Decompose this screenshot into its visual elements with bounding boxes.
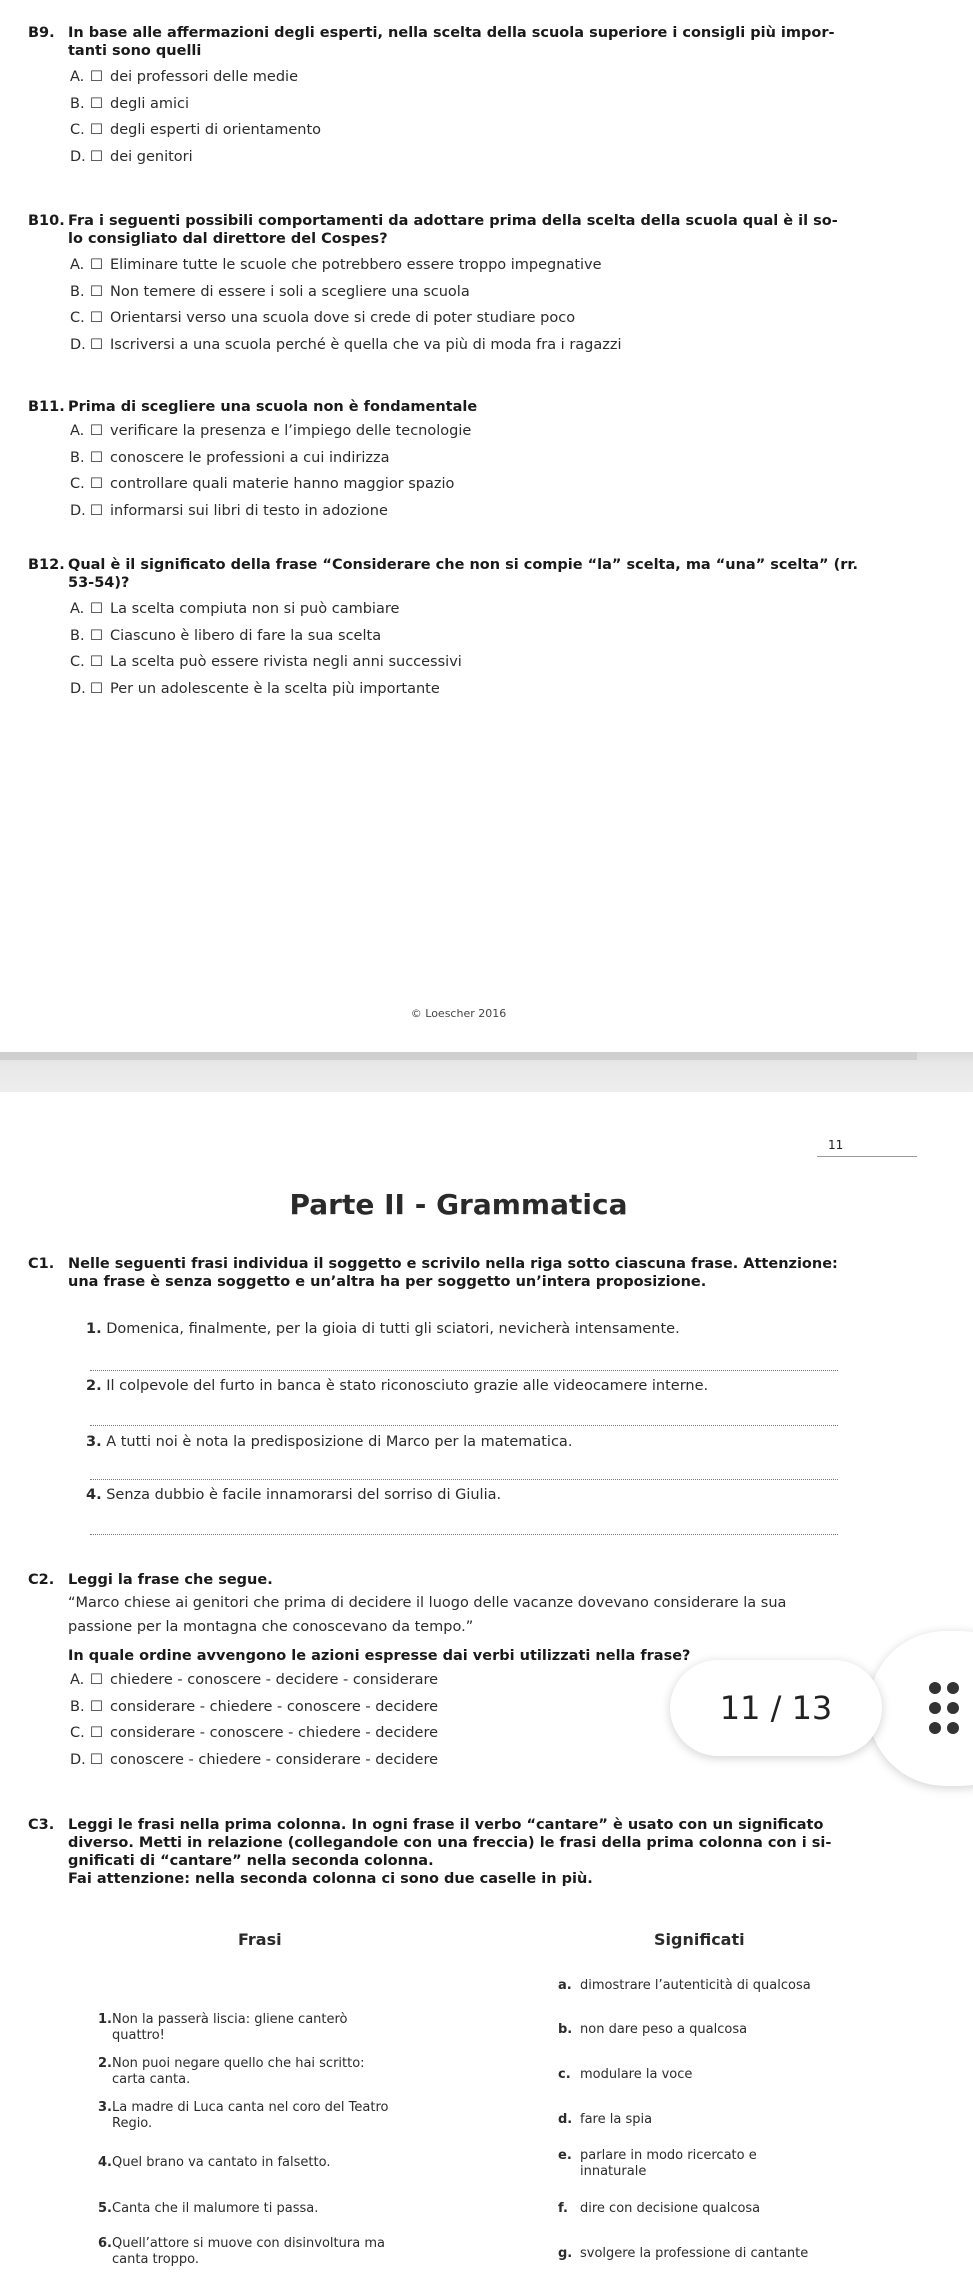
question-title: B10. Fra i seguenti possibili comportamenti da adottare prima della scelta della scuola qual è il so- lo consigliato dal direttore del Cospes?	[28, 213, 838, 247]
grid-dots-icon[interactable]	[929, 1682, 959, 1734]
dot	[947, 1682, 959, 1694]
question-title: B12. Qual è il significato della frase “Considerare che non si compie “la” scelta, ma “una” scelta” (rr. 53-54)?	[28, 557, 858, 591]
question-c1	[28, 1255, 858, 1291]
checkbox-icon[interactable]: ☐	[90, 449, 103, 466]
sentence-3: 3. A tutti noi è nota la predisposizione di Marco per la matematica.	[86, 1434, 573, 1450]
checkbox-icon[interactable]: ☐	[90, 310, 103, 326]
checkbox-icon[interactable]: ☐	[90, 502, 103, 519]
c2-question: In quale ordine avvengono le azioni espresse dai verbi utilizzati nella frase?	[68, 1648, 691, 1664]
option-row[interactable]: B. ☐ degli amici	[28, 91, 858, 118]
question-c3	[28, 1816, 858, 1888]
checkbox-icon[interactable]: ☐	[90, 257, 103, 273]
significato-item[interactable]: b. non dare peso a qualcosa	[558, 2022, 748, 2037]
question-title: C1. Nelle seguenti frasi individua il soggetto e scrivilo nella riga sotto ciascuna frase. Attenzione: una frase è senza soggetto e un’altra ha per soggetto un’intera proposizione.	[28, 1256, 838, 1290]
answer-line[interactable]	[90, 1479, 838, 1480]
frase-item[interactable]: 5.Canta che il malumore ti passa.	[98, 2201, 319, 2216]
question-title: C2. Leggi la frase che segue.	[28, 1572, 273, 1588]
checkbox-icon[interactable]: ☐	[90, 283, 103, 300]
column-header-frasi: Frasi	[238, 1930, 282, 1949]
checkbox-icon[interactable]: ☐	[90, 1698, 103, 1715]
checkbox-icon[interactable]: ☐	[90, 69, 103, 85]
option-row[interactable]: D. ☐ Per un adolescente è la scelta più importante	[28, 676, 858, 703]
question-b12	[28, 556, 858, 702]
dot	[947, 1702, 959, 1714]
column-header-significati: Significati	[654, 1930, 745, 1949]
checkbox-icon[interactable]: ☐	[90, 336, 103, 353]
significato-item[interactable]: e. parlare in modo ricercato e innaturale	[558, 2148, 757, 2179]
sentence-2: 2. Il colpevole del furto in banca è stato riconosciuto grazie alle videocamere interne.	[86, 1378, 709, 1394]
option-row[interactable]: B. ☐ Non temere di essere i soli a scegliere una scuola	[28, 279, 858, 306]
frase-item[interactable]: 1.Non la passerà liscia: gliene canterò quattro!	[98, 2012, 348, 2043]
significato-item[interactable]: f. dire con decisione qualcosa	[558, 2201, 761, 2216]
checkbox-icon[interactable]: ☐	[90, 601, 103, 617]
option-row[interactable]: C. ☐ Orientarsi verso una scuola dove si crede di poter studiare poco	[28, 305, 858, 332]
option-row[interactable]: D. ☐ Iscriversi a una scuola perché è quella che va più di moda fra i ragazzi	[28, 332, 858, 359]
dot	[929, 1722, 941, 1734]
option-row[interactable]: B. ☐ Ciascuno è libero di fare la sua scelta	[28, 623, 858, 650]
option-row[interactable]: D. ☐ dei genitori	[28, 144, 858, 171]
page-number-rule	[817, 1156, 917, 1157]
question-title: C3. Leggi le frasi nella prima colonna. In ogni frase il verbo “cantare” è usato con un significato diverso. Metti in relazione (collegandole con una freccia) le frasi della prima colonna con i si- gnificati di “cantare” nella seconda colonna. Fai attenzione: nella seconda colonna ci sono due caselle in più.	[28, 1817, 832, 1887]
sentence-4: 4. Senza dubbio è facile innamorarsi del sorriso di Giulia.	[86, 1487, 502, 1503]
checkbox-icon[interactable]: ☐	[90, 654, 103, 670]
option-row[interactable]: D. ☐ informarsi sui libri di testo in adozione	[28, 498, 858, 525]
option-row[interactable]: B. ☐ considerare - chiedere - conoscere - decidere	[28, 1694, 858, 1721]
significato-item[interactable]: a. dimostrare l’autenticità di qualcosa	[558, 1978, 811, 1993]
answer-line[interactable]	[90, 1534, 838, 1535]
answer-line[interactable]	[90, 1425, 838, 1426]
checkbox-icon[interactable]: ☐	[90, 1672, 103, 1688]
option-row[interactable]: A. ☐ verificare la presenza e l’impiego delle tecnologie	[28, 418, 858, 445]
question-b11	[28, 398, 858, 524]
page-indicator-text: 11 / 13	[719, 1689, 833, 1727]
checkbox-icon[interactable]: ☐	[90, 476, 103, 492]
sentence-1: 1. Domenica, finalmente, per la gioia di tutti gli sciatori, nevicherà intensamente.	[86, 1321, 680, 1337]
question-title: B9. In base alle affermazioni degli esperti, nella scelta della scuola superiore i consigli più impor- tanti sono quelli	[28, 25, 835, 59]
option-row[interactable]: C. ☐ La scelta può essere rivista negli anni successivi	[28, 649, 858, 676]
significato-item[interactable]: d. fare la spia	[558, 2112, 653, 2127]
page-number: 11	[828, 1138, 844, 1152]
checkbox-icon[interactable]: ☐	[90, 1751, 103, 1768]
option-row[interactable]: C. ☐ considerare - conoscere - chiedere - decidere	[28, 1720, 858, 1747]
quote-line: passione per la montagna che conoscevano da tempo.”	[68, 1619, 474, 1635]
section-title: Parte II - Grammatica	[289, 1188, 628, 1221]
option-row[interactable]: C. ☐ degli esperti di orientamento	[28, 117, 858, 144]
answer-line[interactable]	[90, 1370, 838, 1371]
checkbox-icon[interactable]: ☐	[90, 680, 103, 697]
option-row[interactable]: A. ☐ dei professori delle medie	[28, 64, 858, 91]
option-row[interactable]: A. ☐ La scelta compiuta non si può cambiare	[28, 596, 858, 623]
frase-item[interactable]: 2.Non puoi negare quello che hai scritto: carta canta.	[98, 2056, 365, 2087]
dot	[947, 1722, 959, 1734]
checkbox-icon[interactable]: ☐	[90, 423, 103, 439]
document-page-10	[0, 0, 917, 1052]
dot	[929, 1702, 941, 1714]
significato-item[interactable]: c. modulare la voce	[558, 2067, 693, 2082]
option-row[interactable]: A. ☐ Eliminare tutte le scuole che potrebbero essere troppo impegnative	[28, 252, 858, 279]
question-b10	[28, 212, 858, 358]
frase-item[interactable]: 4.Quel brano va cantato in falsetto.	[98, 2155, 331, 2170]
checkbox-icon[interactable]: ☐	[90, 148, 103, 165]
dot	[929, 1682, 941, 1694]
copyright-footer: © Loescher 2016	[410, 1007, 507, 1020]
frase-item[interactable]: 6.Quell’attore si muove con disinvoltura ma canta troppo.	[98, 2236, 385, 2267]
page-shadow	[0, 1052, 917, 1060]
page-indicator[interactable]	[670, 1660, 882, 1756]
option-row[interactable]: C. ☐ controllare quali materie hanno maggior spazio	[28, 471, 858, 498]
option-row[interactable]: D. ☐ conoscere - chiedere - considerare - decidere	[28, 1747, 858, 1774]
question-b9	[28, 24, 858, 170]
option-row[interactable]: A. ☐ chiedere - conoscere - decidere - considerare	[28, 1667, 858, 1694]
significato-item[interactable]: g. svolgere la professione di cantante	[558, 2246, 809, 2261]
checkbox-icon[interactable]: ☐	[90, 122, 103, 138]
question-title: B11. Prima di scegliere una scuola non è fondamentale	[28, 399, 478, 415]
checkbox-icon[interactable]: ☐	[90, 95, 103, 112]
quote-line: “Marco chiese ai genitori che prima di decidere il luogo delle vacanze dovevano considerare la sua	[68, 1595, 787, 1611]
checkbox-icon[interactable]: ☐	[90, 1725, 103, 1741]
option-row[interactable]: B. ☐ conoscere le professioni a cui indirizza	[28, 445, 858, 472]
checkbox-icon[interactable]: ☐	[90, 627, 103, 644]
frase-item[interactable]: 3.La madre di Luca canta nel coro del Teatro Regio.	[98, 2100, 389, 2131]
